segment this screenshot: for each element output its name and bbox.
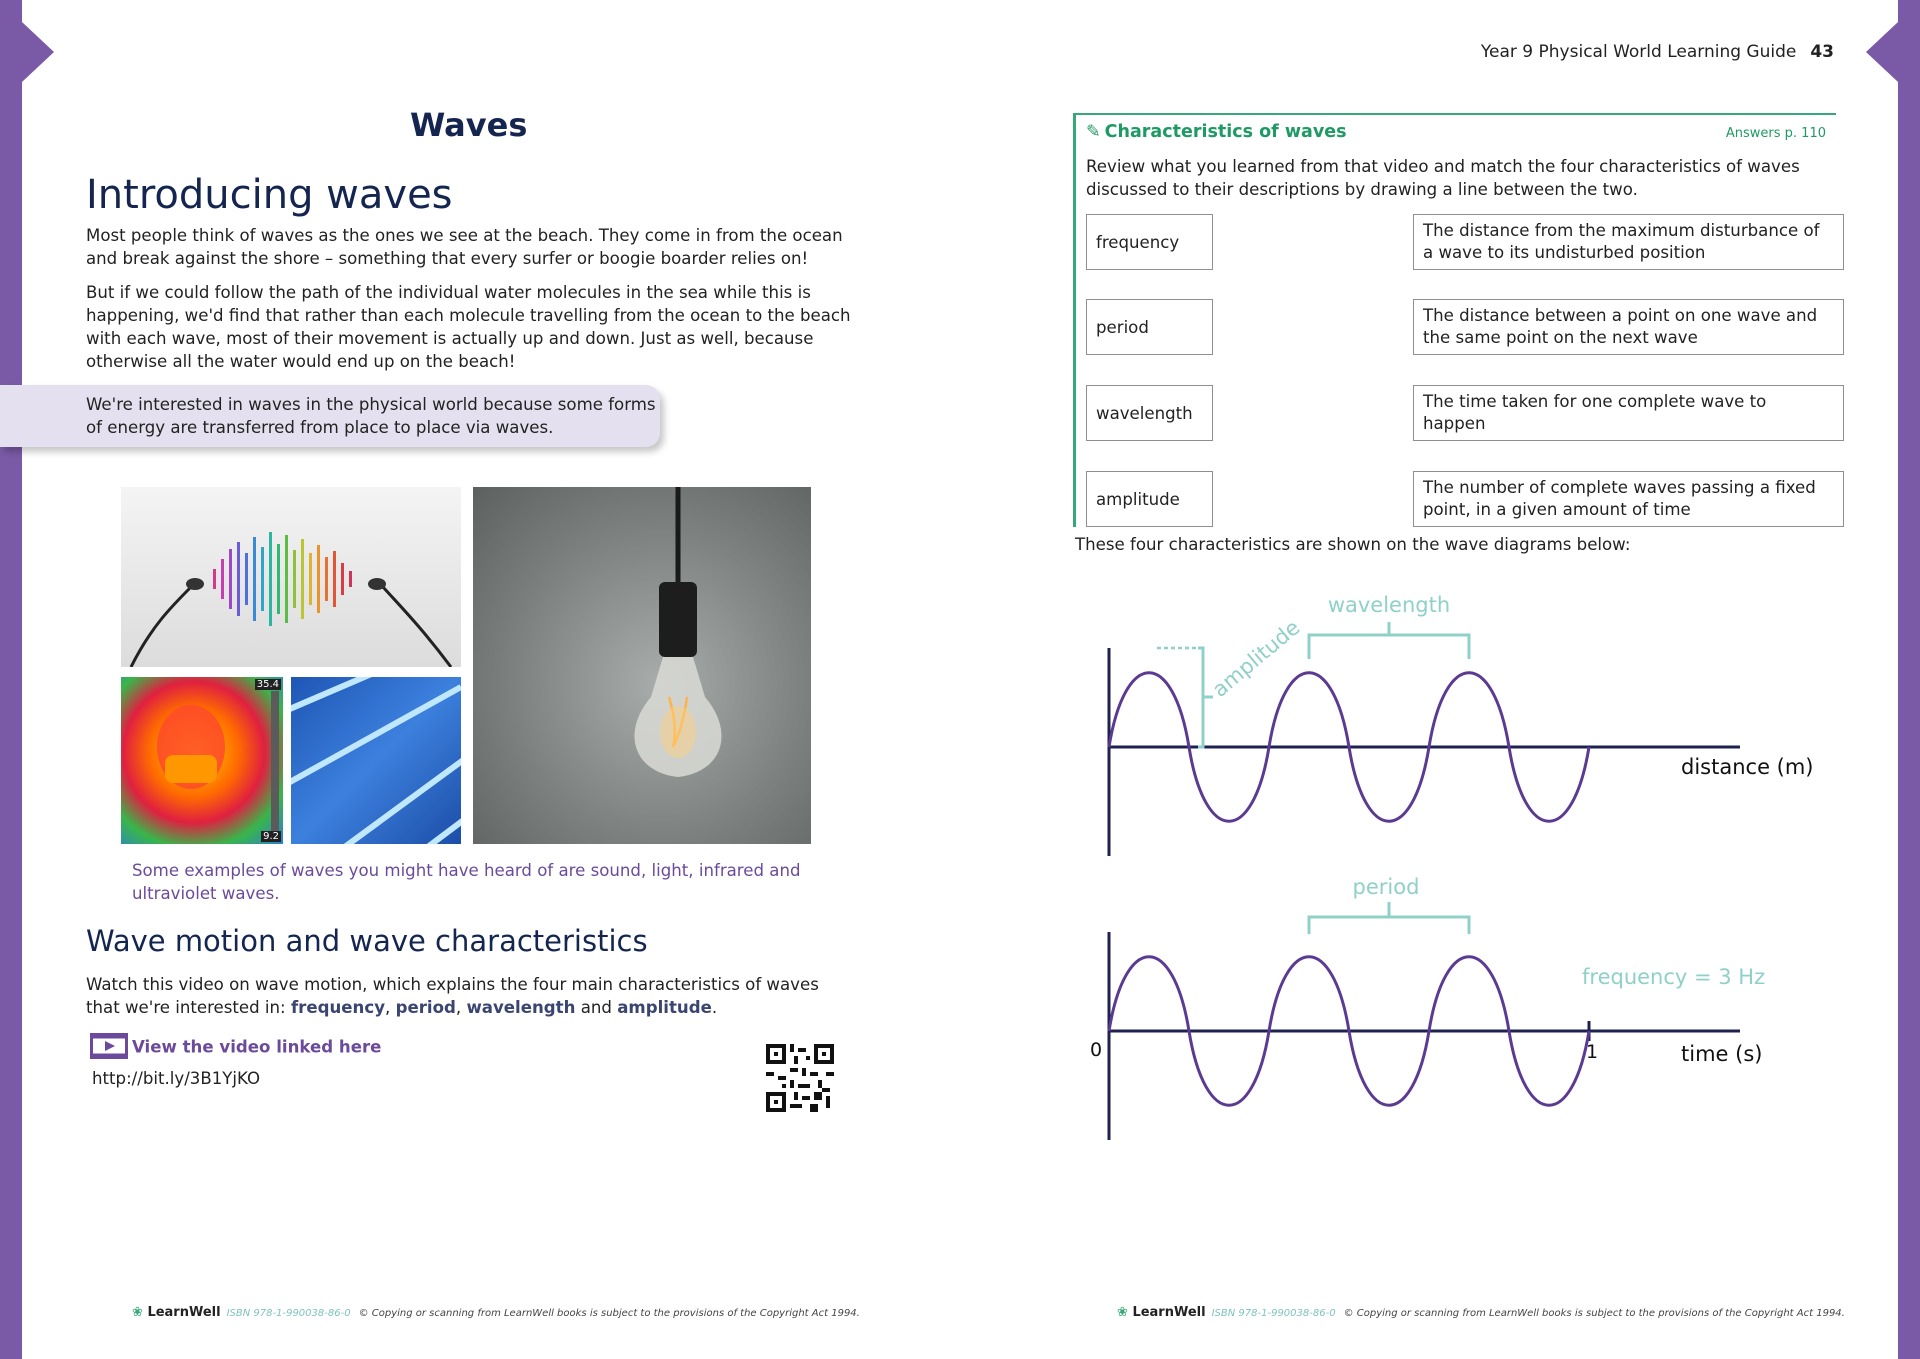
footer-copyright: © Copying or scanning from LearnWell books is subject to the provisions of the Copyright Act 1994. [358,1308,860,1319]
activity-title [1086,122,1347,142]
period-bracket [1309,917,1469,934]
keyword-amplitude: amplitude [617,998,712,1017]
amplitude-label: amplitude [1207,615,1305,702]
diagram-intro: These four characteristics are shown on the wave diagrams below: [1075,535,1631,554]
intro-paragraph-1: Most people think of waves as the ones we see at the beach. They come in from the ocean and break against the shore – something that every surfer or boogie boarder relies on! [86,226,843,268]
term-box-amplitude[interactable]: amplitude [1086,471,1213,527]
activity-instructions: Review what you learned from that video and match the four characteristics of waves discussed to their descriptions by drawing a line between the two. [1086,157,1800,199]
qr-code-icon[interactable] [766,1044,834,1116]
time-one-label: 1 [1586,1041,1599,1063]
distance-wave-diagram [1109,593,1814,856]
video-paragraph-text: Watch this video on wave motion, which explains the four main characteristics of waves that we're interested in: [86,975,819,1017]
time-axis-label: time (s) [1681,1042,1763,1066]
left-edge-band [0,0,22,1359]
wave-diagrams [1080,580,1840,1150]
learnwell-logo [1117,1305,1206,1320]
figure-caption: Some examples of waves you might have heard of are sound, light, infrared and ultraviolet waves. [132,861,801,903]
answers-reference: Answers p. 110 [1725,126,1826,141]
sound-wave-earphones-image [121,487,461,667]
description-box-1[interactable]: The distance from the maximum disturbance of a wave to its undisturbed position [1413,214,1844,270]
leaf-icon: ❀ [132,1305,143,1320]
subheading: Wave motion and wave characteristics [86,924,648,958]
checklist-icon: ✎ [1086,122,1101,142]
soundwave-bars [213,532,352,626]
running-header [1481,42,1834,62]
intro-paragraph-2: But if we could follow the path of the individual water molecules in the sea while this is happening, we'd find that rather than each molecule travelling from the ocean to the beach with each wave, most of their movement is actually up and down. Just as well, because otherwise all the water would end up on the beach! [86,283,851,371]
description-box-4[interactable]: The number of complete waves passing a fixed point, in a given amount of time [1413,471,1844,527]
thermal-scale-max: 35.4 [256,679,279,690]
video-paragraph [86,973,846,1019]
term-box-period[interactable]: period [1086,299,1213,355]
infrared-thermal-image [121,677,283,844]
wavelength-label: wavelength [1327,593,1451,617]
wavelength-bracket [1309,635,1469,659]
video-url[interactable]: http://bit.ly/3B1YjKO [92,1069,261,1088]
footer-brand: LearnWell [147,1305,221,1320]
time-origin-label: 0 [1090,1039,1103,1061]
separator-and: and [575,998,618,1017]
keyword-period: period [395,998,456,1017]
left-page-tab [22,22,54,82]
frequency-label: frequency = 3 Hz [1582,965,1766,989]
ultraviolet-lamps-image [291,677,461,844]
right-edge-band [1898,0,1920,1359]
footer-isbn: ISBN 978-1-990038-86-0 [226,1308,351,1319]
description-box-2[interactable]: The distance between a point on one wave and the same point on the next wave [1413,299,1844,355]
leaf-icon: ❀ [1117,1305,1128,1320]
separator-comma-2: , [455,998,467,1017]
callout-text: We're interested in waves in the physical world because some forms of energy are transferred from place to place via waves. [86,395,656,437]
separator-comma-1: , [385,998,396,1017]
video-play-icon [90,1033,128,1063]
light-bulb-image [473,487,811,844]
period-label: period [1352,875,1420,899]
footer-brand: LearnWell [1132,1305,1206,1320]
video-link-label: View the video linked here [132,1037,382,1057]
learnwell-logo [132,1305,221,1320]
amplitude-bracket [1198,648,1203,747]
activity-title-text: Characteristics of waves [1104,122,1347,142]
keyword-wavelength: wavelength [466,998,576,1017]
guide-title: Year 9 Physical World Learning Guide [1480,42,1797,62]
video-link[interactable] [90,1033,381,1063]
term-box-frequency[interactable]: frequency [1086,214,1213,270]
page-number: 43 [1810,42,1834,62]
footer-right [1117,1305,1845,1320]
time-wave-diagram [1090,875,1765,1140]
thermal-scale-min: 9.2 [263,831,279,842]
description-box-3[interactable]: The time taken for one complete wave to happen [1413,385,1844,441]
footer-copyright: © Copying or scanning from LearnWell books is subject to the provisions of the Copyright Act 1994. [1343,1308,1845,1319]
section-title: Waves [410,106,528,144]
keyword-frequency: frequency [290,998,386,1017]
sentence-end: . [711,998,718,1017]
footer-left [132,1305,860,1320]
page-heading: Introducing waves [86,172,453,218]
distance-axis-label: distance (m) [1681,755,1814,779]
right-page-tab [1866,22,1898,82]
footer-isbn: ISBN 978-1-990038-86-0 [1211,1308,1336,1319]
term-box-wavelength[interactable]: wavelength [1086,385,1213,441]
